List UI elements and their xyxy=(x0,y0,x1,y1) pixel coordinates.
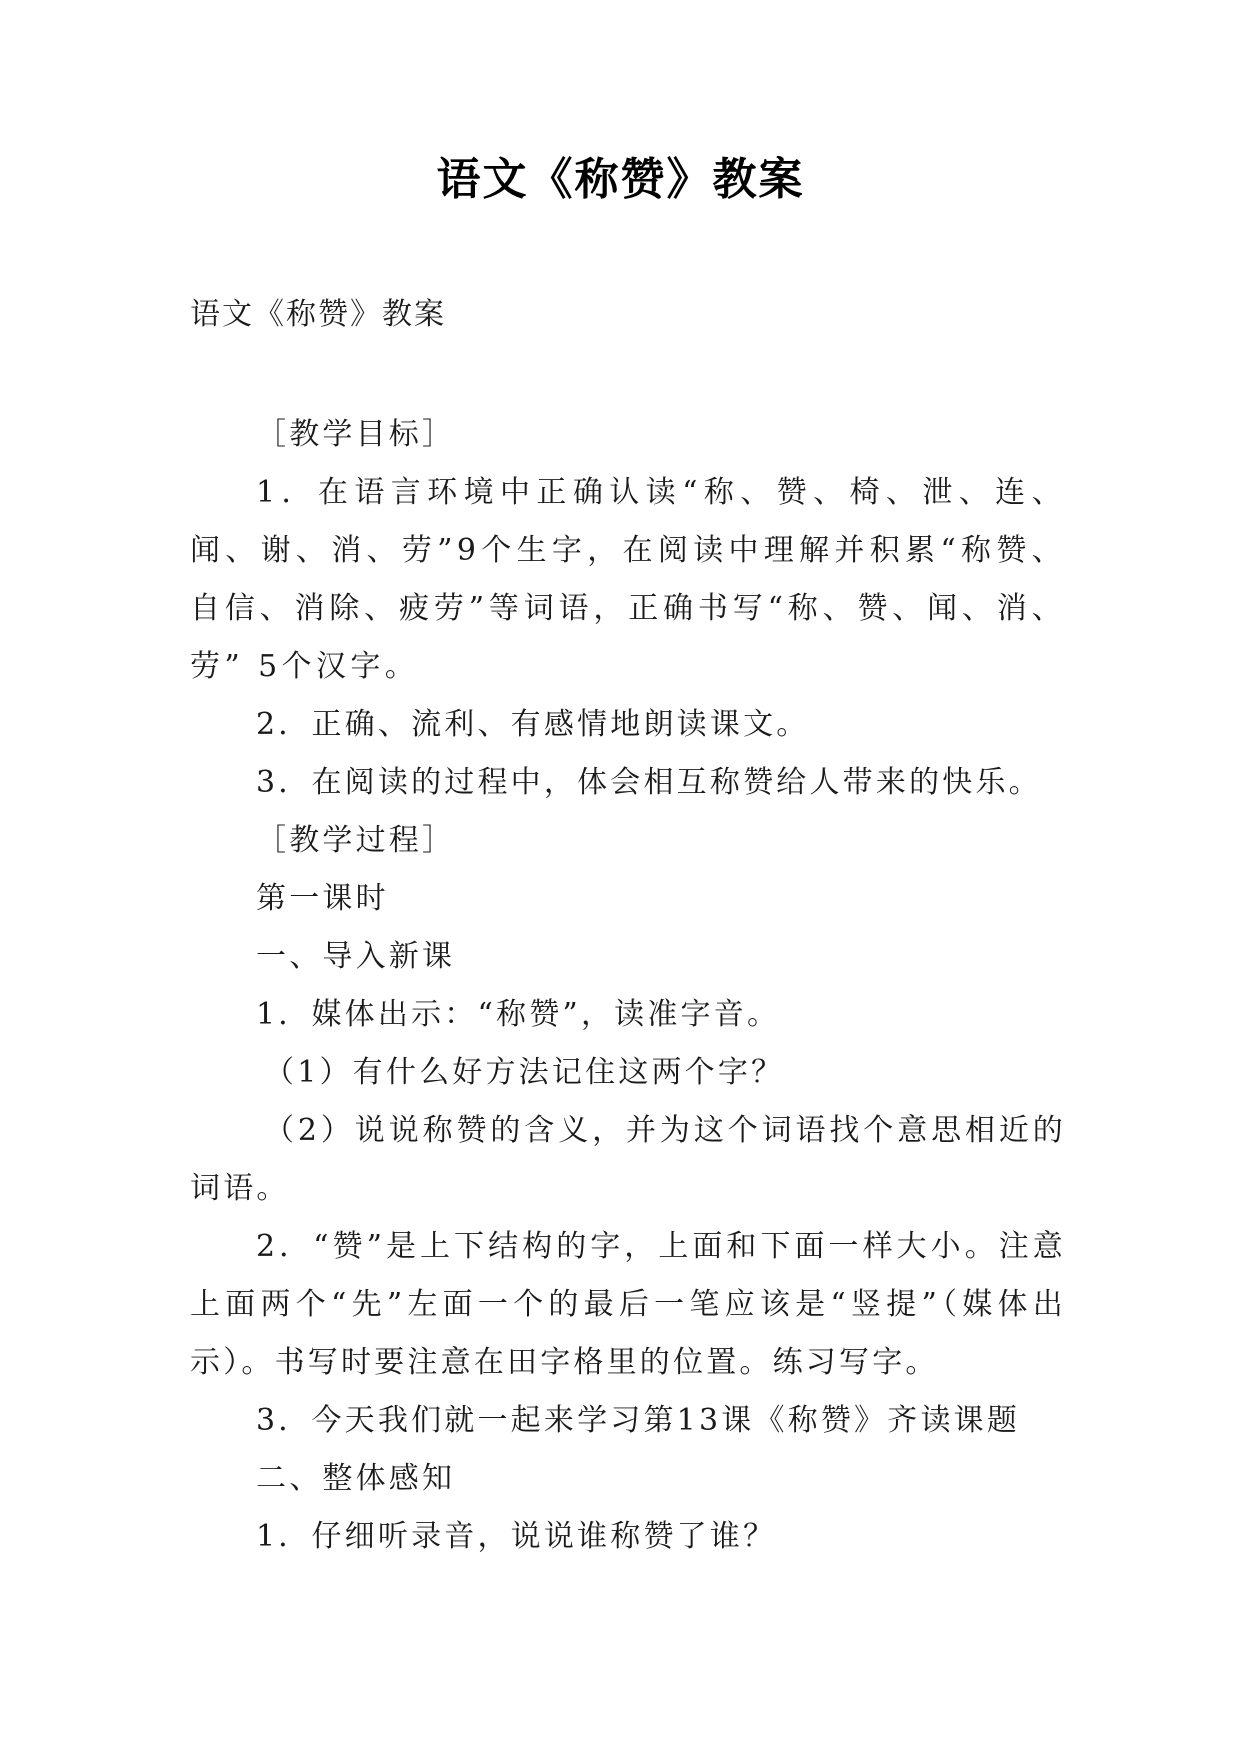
section-heading-process: ［教学过程］ xyxy=(256,823,456,858)
section-heading-objectives: ［教学目标］ xyxy=(256,417,456,452)
overview-item-1: 1．仔细听录音，说说谁称赞了谁？ xyxy=(256,1519,777,1554)
intro-item-3: 3．今天我们就一起来学习第13课《称赞》齐读课题 xyxy=(256,1403,1021,1438)
objective-2: 2．正确、流利、有感情地朗读课文。 xyxy=(256,707,810,742)
intro-item-2: 2．“赞”是上下结构的字，上面和下面一样大小。注意上面两个“先”左面一个的最后一笔应该是“竖提”（媒体出示）。书写时要注意在田字格里的位置。练习写字。 xyxy=(190,1229,1066,1380)
lesson-period-1: 第一课时 xyxy=(256,881,389,916)
objective-1: 1．在语言环境中正确认读“称、赞、椅、泄、连、闻、谢、消、劳”9个生字，在阅读中理解并积累“称赞、自信、消除、疲劳”等词语，正确书写“称、赞、闻、消、劳” 5个汉字。 xyxy=(190,475,1066,684)
step-heading-overview: 二、整体感知 xyxy=(256,1461,456,1496)
document-body xyxy=(190,406,1066,1566)
document-title: 语文《称赞》教案 xyxy=(436,154,805,205)
intro-item-1: 1．媒体出示：“称赞”，读准字音。 xyxy=(256,997,781,1032)
step-heading-intro: 一、导入新课 xyxy=(256,939,456,974)
intro-subitem-1: （1）有什么好方法记住这两个字？ xyxy=(264,1055,785,1090)
document-subtitle: 语文《称赞》教案 xyxy=(190,297,446,332)
objective-3: 3．在阅读的过程中，体会相互称赞给人带来的快乐。 xyxy=(256,765,1042,800)
intro-subitem-2: （2）说说称赞的含义，并为这个词语找个意思相近的词语。 xyxy=(190,1113,1066,1206)
